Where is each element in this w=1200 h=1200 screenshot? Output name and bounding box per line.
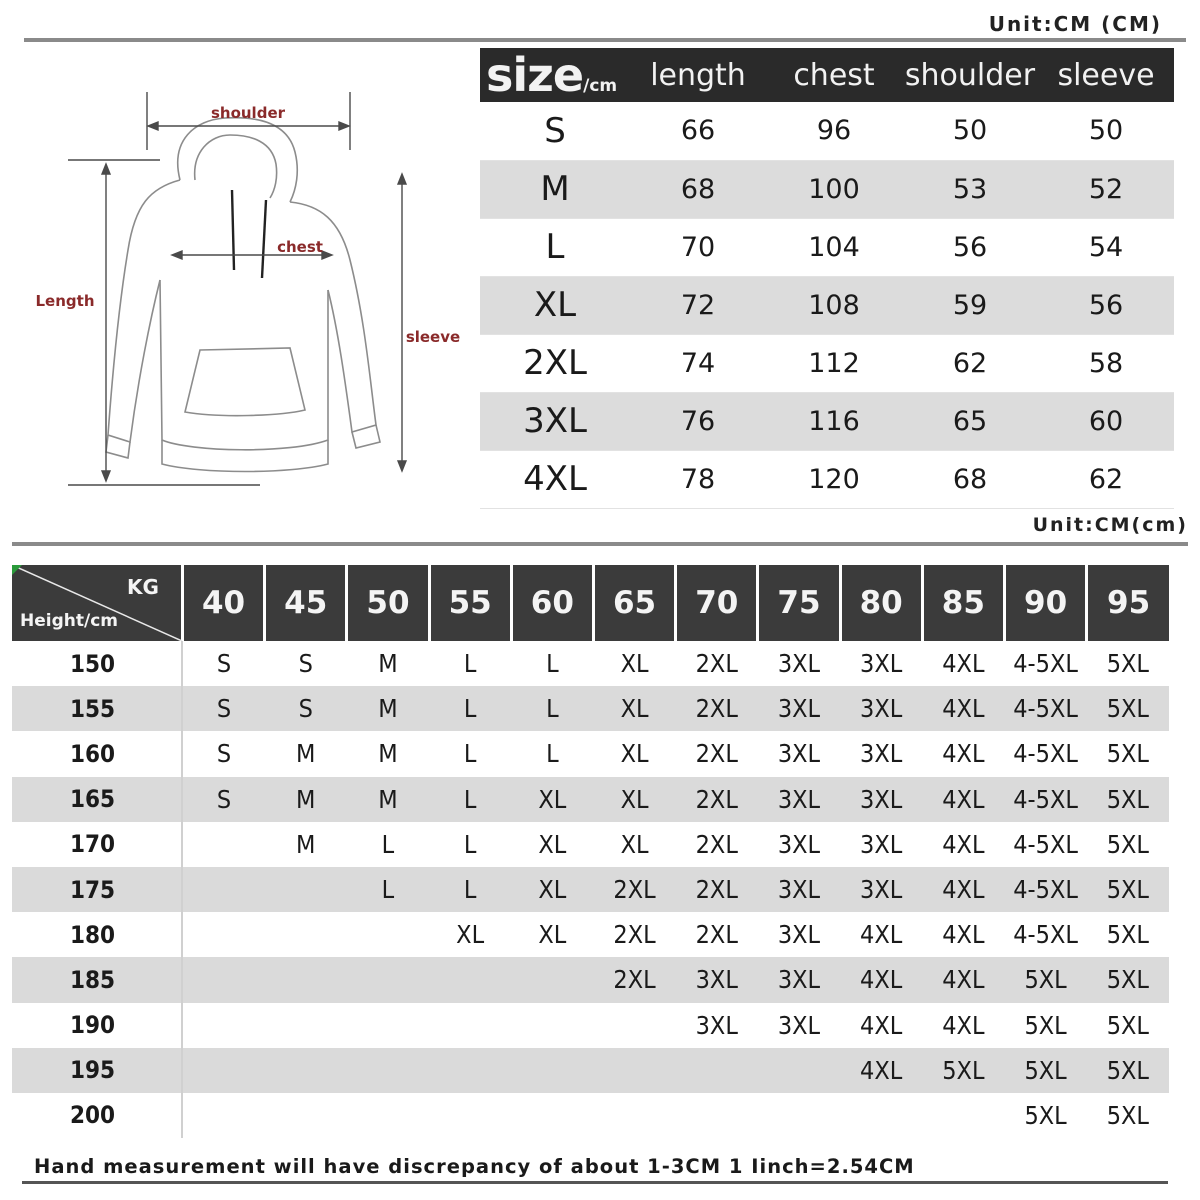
size-recommendation-cell: M: [378, 739, 398, 769]
size-recommendation-cell: 2XL: [695, 920, 738, 950]
size-recommendation-cell: XL: [620, 649, 649, 679]
size-table: [480, 48, 1174, 509]
weight-header: 40: [182, 565, 264, 641]
size-recommendation-cell: S: [182, 686, 264, 731]
size-recommendation-cell: 3XL: [860, 829, 903, 859]
height-row: [12, 1003, 1169, 1048]
size-recommendation-cell: 4-5XL: [1013, 649, 1078, 679]
size-cell: 2XL: [480, 334, 630, 392]
size-recommendation-cell: [676, 1093, 758, 1138]
size-recommendation-cell: [182, 1048, 264, 1093]
size-recommendation-cell: 4-5XL: [1004, 686, 1086, 731]
weight-header: 95: [1087, 565, 1169, 641]
height-row: [12, 1048, 1169, 1093]
size-recommendation-cell: 4-5XL: [1013, 829, 1078, 859]
top-divider: [24, 38, 1186, 42]
measurement-cell: 52: [1038, 160, 1174, 218]
size-row: [480, 334, 1174, 392]
size-recommendation-cell: 4XL: [942, 739, 985, 769]
size-recommendation-cell: 5XL: [1024, 1100, 1067, 1130]
size-recommendation-cell: [511, 1048, 593, 1093]
height-cell: 200: [12, 1093, 182, 1138]
measurement-cell: 66: [630, 102, 766, 160]
weight-header: 50: [347, 565, 429, 641]
size-recommendation-cell: [347, 1003, 429, 1048]
measurement-cell: 108: [766, 276, 902, 334]
height-row: [12, 641, 1169, 686]
size-recommendation-cell: XL: [538, 829, 567, 859]
weight-header-row: [12, 565, 1169, 641]
size-recommendation-cell: 5XL: [1106, 920, 1149, 950]
size-recommendation-cell: 5XL: [922, 1048, 1004, 1093]
measurement-cell: 96: [766, 102, 902, 160]
size-cell: M: [480, 160, 630, 218]
size-recommendation-cell: L: [546, 649, 559, 679]
size-recommendation-cell: 4XL: [860, 920, 903, 950]
size-row: [480, 218, 1174, 276]
size-row: [480, 160, 1174, 218]
weight-header: 75: [758, 565, 840, 641]
size-recommendation-cell: 2XL: [593, 867, 675, 912]
measurement-cell: 56: [902, 218, 1038, 276]
size-recommendation-cell: 3XL: [676, 957, 758, 1002]
size-recommendation-cell: [922, 1093, 1004, 1138]
size-recommendation-cell: [840, 1093, 922, 1138]
size-recommendation-cell: 4XL: [922, 686, 1004, 731]
size-recommendation-cell: 3XL: [777, 649, 821, 679]
measurement-cell: 62: [902, 334, 1038, 392]
height-cell: 180: [12, 912, 182, 957]
size-recommendation-cell: 3XL: [777, 920, 821, 950]
size-recommendation-cell: 3XL: [840, 867, 922, 912]
weight-header: 60: [511, 565, 593, 641]
size-recommendation-cell: [347, 912, 429, 957]
size-recommendation-cell: [593, 1093, 675, 1138]
size-recommendation-cell: [182, 867, 264, 912]
size-recommendation-cell: 4XL: [840, 957, 922, 1002]
measurement-cell: 74: [630, 334, 766, 392]
size-recommendation-cell: [758, 1093, 840, 1138]
shoulder-label: shoulder: [210, 104, 286, 122]
sleeve-header: sleeve: [1038, 48, 1174, 102]
length-label: Length: [35, 292, 95, 310]
height-row: [12, 731, 1169, 776]
size-recommendation-cell: 4-5XL: [1004, 777, 1086, 822]
size-recommendation-cell: L: [463, 649, 477, 679]
weight-header: 85: [922, 565, 1004, 641]
height-cell: 165: [12, 777, 182, 822]
size-recommendation-cell: [347, 1093, 429, 1138]
chest-header: chest: [766, 48, 902, 102]
measurement-cell: 65: [902, 392, 1038, 450]
size-recommendation-cell: [347, 1048, 429, 1093]
size-recommendation-cell: XL: [593, 686, 675, 731]
size-recommendation-cell: 5XL: [1087, 957, 1169, 1002]
size-recommendation-cell: [182, 912, 264, 957]
size-recommendation-cell: [182, 1093, 264, 1138]
size-cell: S: [480, 102, 630, 160]
size-recommendation-cell: 3XL: [860, 739, 903, 769]
measurement-cell: 50: [902, 102, 1038, 160]
size-recommendation-cell: 5XL: [1106, 1010, 1149, 1040]
size-recommendation-cell: [182, 1003, 264, 1048]
size-recommendation-cell: L: [463, 829, 477, 859]
height-cell: 195: [12, 1048, 182, 1093]
measurement-cell: 120: [766, 450, 902, 508]
size-recommendation-cell: 2XL: [695, 739, 738, 769]
measurement-cell: 72: [630, 276, 766, 334]
size-recommendation-cell: [347, 957, 429, 1002]
size-recommendation-cell: [758, 1048, 840, 1093]
size-cell: 4XL: [480, 450, 630, 508]
size-recommendation-cell: 2XL: [676, 867, 758, 912]
size-recommendation-cell: S: [298, 649, 313, 679]
size-recommendation-cell: [429, 1048, 511, 1093]
sleeve-label: sleeve: [405, 328, 461, 346]
weight-header: 80: [840, 565, 922, 641]
size-recommendation-cell: 5XL: [1087, 867, 1169, 912]
size-recommendation-cell: 3XL: [840, 686, 922, 731]
size-recommendation-cell: [511, 1003, 593, 1048]
height-row: [12, 912, 1169, 957]
size-cell: 3XL: [480, 392, 630, 450]
size-recommendation-cell: XL: [456, 920, 485, 950]
height-label: Height/cm: [20, 611, 118, 631]
measurement-cell: 62: [1038, 450, 1174, 508]
size-recommendation-cell: XL: [538, 920, 567, 950]
size-cell: L: [480, 218, 630, 276]
measurement-cell: 68: [902, 450, 1038, 508]
measurement-cell: 112: [766, 334, 902, 392]
unit-label-mid: Unit:CM(cm): [1032, 514, 1188, 536]
size-header: size/cm: [480, 48, 630, 102]
height-cell: 185: [12, 957, 182, 1002]
size-recommendation-cell: [265, 1093, 347, 1138]
size-recommendation-cell: S: [265, 686, 347, 731]
measurement-cell: 76: [630, 392, 766, 450]
size-recommendation-cell: 4XL: [922, 867, 1004, 912]
size-recommendation-cell: 2XL: [613, 920, 656, 950]
size-recommendation-cell: 2XL: [593, 957, 675, 1002]
size-recommendation-cell: 3XL: [777, 1010, 821, 1040]
size-recommendation-cell: 3XL: [840, 777, 922, 822]
height-cell: 160: [12, 731, 182, 776]
size-row: [480, 102, 1174, 160]
size-row: [480, 392, 1174, 450]
size-recommendation-cell: 4XL: [922, 777, 1004, 822]
size-recommendation-cell: L: [429, 867, 511, 912]
size-recommendation-cell: L: [463, 739, 477, 769]
size-recommendation-cell: 5XL: [1024, 1010, 1067, 1040]
shoulder-header: shoulder: [902, 48, 1038, 102]
size-recommendation-cell: [265, 867, 347, 912]
measurement-note: Hand measurement will have discrepancy of about 1-3CM 1 Iinch=2.54CM: [34, 1155, 915, 1178]
size-recommendation-cell: [593, 1048, 675, 1093]
hoodie-diagram: [20, 80, 470, 500]
height-row: [12, 867, 1169, 912]
height-row: [12, 957, 1169, 1002]
size-recommendation-cell: [429, 1003, 511, 1048]
size-recommendation-cell: M: [378, 649, 398, 679]
chest-label: chest: [277, 238, 323, 256]
size-recommendation-cell: 3XL: [777, 829, 821, 859]
size-recommendation-cell: S: [216, 649, 232, 679]
size-recommendation-cell: 2XL: [676, 686, 758, 731]
size-recommendation-cell: 5XL: [1087, 777, 1169, 822]
height-row: [12, 686, 1169, 731]
size-recommendation-cell: 4XL: [922, 957, 1004, 1002]
size-recommendation-cell: 2XL: [695, 649, 738, 679]
bottom-divider: [22, 1181, 1168, 1184]
size-recommendation-cell: [511, 957, 593, 1002]
size-recommendation-cell: L: [511, 686, 593, 731]
size-recommendation-cell: 4XL: [942, 649, 985, 679]
size-recommendation-cell: 4-5XL: [1013, 739, 1078, 769]
size-recommendation-cell: 4-5XL: [1013, 920, 1078, 950]
height-weight-table: [12, 565, 1169, 1138]
size-recommendation-cell: [429, 957, 511, 1002]
height-cell: 155: [12, 686, 182, 731]
measurement-cell: 58: [1038, 334, 1174, 392]
measurement-cell: 54: [1038, 218, 1174, 276]
weight-header: 70: [676, 565, 758, 641]
height-row: [12, 1093, 1169, 1138]
size-recommendation-cell: 3XL: [777, 739, 821, 769]
size-recommendation-cell: [182, 957, 264, 1002]
weight-header: 55: [429, 565, 511, 641]
measurement-cell: 53: [902, 160, 1038, 218]
size-recommendation-cell: L: [429, 777, 511, 822]
size-recommendation-cell: XL: [511, 867, 593, 912]
size-recommendation-cell: M: [265, 777, 347, 822]
measurement-cell: 56: [1038, 276, 1174, 334]
size-recommendation-cell: [265, 912, 347, 957]
height-cell: 170: [12, 822, 182, 867]
size-recommendation-cell: [593, 1003, 675, 1048]
height-cell: 175: [12, 867, 182, 912]
size-recommendation-cell: 5XL: [1106, 1100, 1149, 1130]
size-cell: XL: [480, 276, 630, 334]
height-row: [12, 822, 1169, 867]
kg-label: KG: [127, 575, 159, 599]
size-recommendation-cell: [265, 1048, 347, 1093]
weight-header: 90: [1004, 565, 1086, 641]
size-recommendation-cell: 5XL: [1106, 829, 1149, 859]
size-recommendation-cell: XL: [620, 829, 649, 859]
size-recommendation-cell: M: [296, 829, 316, 859]
size-recommendation-cell: 5XL: [1087, 686, 1169, 731]
measurement-cell: 100: [766, 160, 902, 218]
height-row: [12, 777, 1169, 822]
size-recommendation-cell: L: [381, 829, 395, 859]
size-recommendation-cell: L: [546, 739, 559, 769]
size-recommendation-cell: XL: [511, 777, 593, 822]
middle-divider: [12, 542, 1188, 546]
size-recommendation-cell: L: [347, 867, 429, 912]
size-recommendation-cell: M: [347, 686, 429, 731]
size-recommendation-cell: 5XL: [1087, 1048, 1169, 1093]
size-table-header: [480, 48, 1174, 102]
table-corner-cell: [12, 565, 182, 641]
size-recommendation-cell: L: [429, 686, 511, 731]
size-recommendation-cell: [265, 957, 347, 1002]
size-recommendation-cell: 5XL: [1106, 739, 1149, 769]
size-recommendation-cell: 3XL: [758, 957, 840, 1002]
measurement-cell: 70: [630, 218, 766, 276]
size-recommendation-cell: [265, 1003, 347, 1048]
size-recommendation-cell: 4XL: [942, 829, 985, 859]
weight-header: 65: [593, 565, 675, 641]
height-cell: 190: [12, 1003, 182, 1048]
size-recommendation-cell: M: [347, 777, 429, 822]
size-recommendation-cell: 4XL: [840, 1048, 922, 1093]
size-recommendation-cell: 5XL: [1004, 1048, 1086, 1093]
weight-header: 45: [265, 565, 347, 641]
size-recommendation-cell: 3XL: [758, 686, 840, 731]
size-recommendation-cell: 2XL: [695, 829, 738, 859]
size-recommendation-cell: 5XL: [1004, 957, 1086, 1002]
size-recommendation-cell: 4-5XL: [1004, 867, 1086, 912]
size-recommendation-cell: 5XL: [1106, 649, 1149, 679]
size-recommendation-cell: 3XL: [758, 867, 840, 912]
size-recommendation-cell: S: [216, 739, 232, 769]
size-recommendation-cell: [676, 1048, 758, 1093]
unit-label-top: Unit:CM (CM): [988, 12, 1162, 36]
size-recommendation-cell: 4XL: [942, 1010, 985, 1040]
length-header: length: [630, 48, 766, 102]
measurement-cell: 78: [630, 450, 766, 508]
measurement-cell: 60: [1038, 392, 1174, 450]
measurement-cell: 50: [1038, 102, 1174, 160]
size-recommendation-cell: M: [296, 739, 316, 769]
size-recommendation-cell: S: [182, 777, 264, 822]
size-recommendation-cell: 2XL: [676, 777, 758, 822]
height-cell: 150: [12, 641, 182, 686]
measurement-cell: 116: [766, 392, 902, 450]
size-recommendation-cell: 4XL: [860, 1010, 903, 1040]
size-recommendation-cell: 4XL: [942, 920, 985, 950]
size-recommendation-cell: [429, 1093, 511, 1138]
size-row: [480, 276, 1174, 334]
size-recommendation-cell: [511, 1093, 593, 1138]
size-recommendation-cell: XL: [593, 777, 675, 822]
size-recommendation-cell: 3XL: [758, 777, 840, 822]
size-recommendation-cell: 3XL: [695, 1010, 738, 1040]
size-recommendation-cell: XL: [620, 739, 649, 769]
size-row: [480, 450, 1174, 508]
size-recommendation-cell: 3XL: [860, 649, 903, 679]
size-recommendation-cell: [182, 822, 264, 867]
measurement-cell: 68: [630, 160, 766, 218]
measurement-cell: 104: [766, 218, 902, 276]
measurement-cell: 59: [902, 276, 1038, 334]
